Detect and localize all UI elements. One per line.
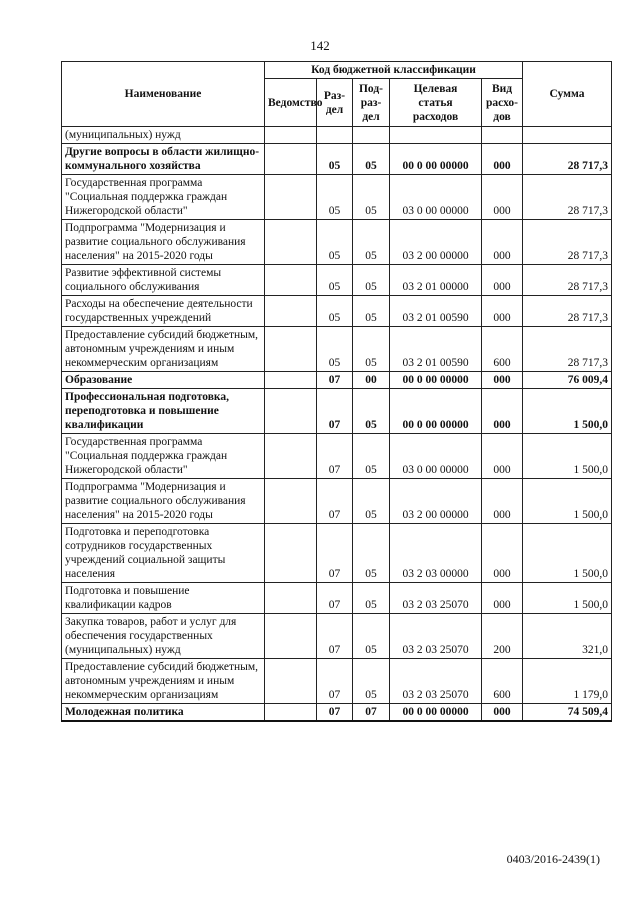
header-subsection: Под- раз- дел [353,79,390,127]
cell-amount: 28 717,3 [523,220,612,265]
cell-dept [265,389,317,434]
cell-type: 600 [482,659,523,704]
cell-section: 07 [317,583,353,614]
cell-subsection: 05 [353,524,390,583]
cell-type: 000 [482,265,523,296]
cell-name: Профессиональная подготовка, переподготовка и повышение квалификации [62,389,265,434]
cell-dept [265,479,317,524]
cell-subsection: 07 [353,704,390,722]
cell-type: 000 [482,704,523,722]
cell-amount: 1 500,0 [523,524,612,583]
cell-name: (муниципальных) нужд [62,127,265,144]
cell-dept [265,265,317,296]
cell-section: 07 [317,704,353,722]
table-row [62,704,612,722]
cell-section: 05 [317,265,353,296]
cell-amount: 1 500,0 [523,583,612,614]
cell-dept [265,296,317,327]
table-row [62,144,612,175]
cell-amount: 321,0 [523,614,612,659]
cell-amount: 74 509,4 [523,704,612,722]
cell-subsection: 05 [353,327,390,372]
cell-target: 03 2 03 25070 [390,583,482,614]
cell-section: 07 [317,434,353,479]
cell-subsection: 05 [353,144,390,175]
cell-name: Подготовка и повышение квалификации кадров [62,583,265,614]
cell-name: Молодежная политика [62,704,265,722]
cell-type: 000 [482,524,523,583]
document-code: 0403/2016-2439(1) [506,852,600,866]
cell-name: Закупка товаров, работ и услуг для обеспечения государственных (муниципальных) нужд [62,614,265,659]
cell-name: Подпрограмма "Модернизация и развитие социального обслуживания населения" на 2015-2020 годы [62,479,265,524]
cell-subsection [353,127,390,144]
header-section: Раз- дел [317,79,353,127]
cell-section: 05 [317,327,353,372]
cell-amount: 28 717,3 [523,327,612,372]
table-body [62,127,612,722]
cell-name: Развитие эффективной системы социального обслуживания [62,265,265,296]
table-row [62,372,612,389]
cell-target: 03 2 01 00000 [390,265,482,296]
cell-target: 03 2 01 00590 [390,327,482,372]
cell-subsection: 05 [353,479,390,524]
cell-subsection: 05 [353,175,390,220]
cell-type: 000 [482,220,523,265]
cell-amount: 28 717,3 [523,296,612,327]
cell-dept [265,372,317,389]
cell-subsection: 00 [353,372,390,389]
cell-target: 03 2 01 00590 [390,296,482,327]
cell-amount: 1 179,0 [523,659,612,704]
cell-amount: 1 500,0 [523,389,612,434]
cell-target: 03 2 03 00000 [390,524,482,583]
cell-amount: 28 717,3 [523,144,612,175]
cell-dept [265,220,317,265]
cell-type: 000 [482,434,523,479]
cell-dept [265,327,317,372]
cell-type [482,127,523,144]
cell-amount: 28 717,3 [523,265,612,296]
cell-amount: 1 500,0 [523,434,612,479]
cell-name: Предоставление субсидий бюджетным, автономным учреждениям и иным некоммерческим организациям [62,659,265,704]
cell-subsection: 05 [353,659,390,704]
cell-target: 03 2 03 25070 [390,614,482,659]
cell-type: 000 [482,296,523,327]
cell-target: 03 2 03 25070 [390,659,482,704]
header-amount: Сумма [523,62,612,127]
cell-name: Расходы на обеспечение деятельности государственных учреждений [62,296,265,327]
cell-target: 00 0 00 00000 [390,144,482,175]
cell-target: 03 2 00 00000 [390,479,482,524]
cell-amount: 28 717,3 [523,175,612,220]
cell-name: Подпрограмма "Модернизация и развитие социального обслуживания населения" на 2015-2020 годы [62,220,265,265]
cell-section: 05 [317,144,353,175]
cell-section: 07 [317,659,353,704]
header-target: Целевая статья расходов [390,79,482,127]
cell-dept [265,127,317,144]
cell-dept [265,175,317,220]
cell-target: 03 0 00 00000 [390,175,482,220]
cell-subsection: 05 [353,296,390,327]
cell-type: 000 [482,479,523,524]
cell-target [390,127,482,144]
cell-target: 00 0 00 00000 [390,704,482,722]
cell-target: 03 2 00 00000 [390,220,482,265]
cell-section: 07 [317,372,353,389]
cell-dept [265,434,317,479]
cell-subsection: 05 [353,389,390,434]
cell-target: 00 0 00 00000 [390,372,482,389]
table-row [62,614,612,659]
cell-dept [265,524,317,583]
cell-dept [265,144,317,175]
cell-section: 07 [317,524,353,583]
table-row [62,296,612,327]
cell-amount: 76 009,4 [523,372,612,389]
cell-section: 05 [317,220,353,265]
table-row [62,327,612,372]
cell-section: 07 [317,479,353,524]
table-row [62,524,612,583]
table-row [62,175,612,220]
cell-dept [265,583,317,614]
cell-subsection: 05 [353,434,390,479]
budget-table [61,61,612,722]
table-row [62,583,612,614]
table-row [62,389,612,434]
cell-name: Другие вопросы в области жилищно-коммунального хозяйства [62,144,265,175]
cell-name: Государственная программа "Социальная поддержка граждан Нижегородской области" [62,434,265,479]
header-type: Вид расхо- дов [482,79,523,127]
cell-subsection: 05 [353,265,390,296]
table-row [62,479,612,524]
header-classification-group: Код бюджетной классификации [265,62,523,79]
cell-subsection: 05 [353,614,390,659]
cell-name: Предоставление субсидий бюджетным, автономным учреждениям и иным некоммерческим организациям [62,327,265,372]
table-row [62,220,612,265]
cell-section: 07 [317,389,353,434]
cell-section [317,127,353,144]
cell-subsection: 05 [353,220,390,265]
cell-section: 05 [317,296,353,327]
cell-name: Образование [62,372,265,389]
cell-type: 000 [482,583,523,614]
cell-dept [265,704,317,722]
table-row [62,265,612,296]
header-dept: Ведомство [265,79,317,127]
cell-type: 000 [482,372,523,389]
cell-type: 000 [482,144,523,175]
cell-dept [265,659,317,704]
table-row [62,434,612,479]
cell-name: Подготовка и переподготовка сотрудников государственных учреждений социальной защиты населения [62,524,265,583]
cell-amount: 1 500,0 [523,479,612,524]
cell-section: 07 [317,614,353,659]
cell-type: 000 [482,175,523,220]
cell-name: Государственная программа "Социальная поддержка граждан Нижегородской области" [62,175,265,220]
table-row [62,127,612,144]
cell-amount [523,127,612,144]
page-number: 142 [310,38,330,53]
cell-target: 00 0 00 00000 [390,389,482,434]
cell-dept [265,614,317,659]
cell-type: 200 [482,614,523,659]
cell-section: 05 [317,175,353,220]
cell-type: 000 [482,389,523,434]
cell-target: 03 0 00 00000 [390,434,482,479]
cell-type: 600 [482,327,523,372]
header-name: Наименование [62,62,265,127]
cell-subsection: 05 [353,583,390,614]
table-row [62,659,612,704]
